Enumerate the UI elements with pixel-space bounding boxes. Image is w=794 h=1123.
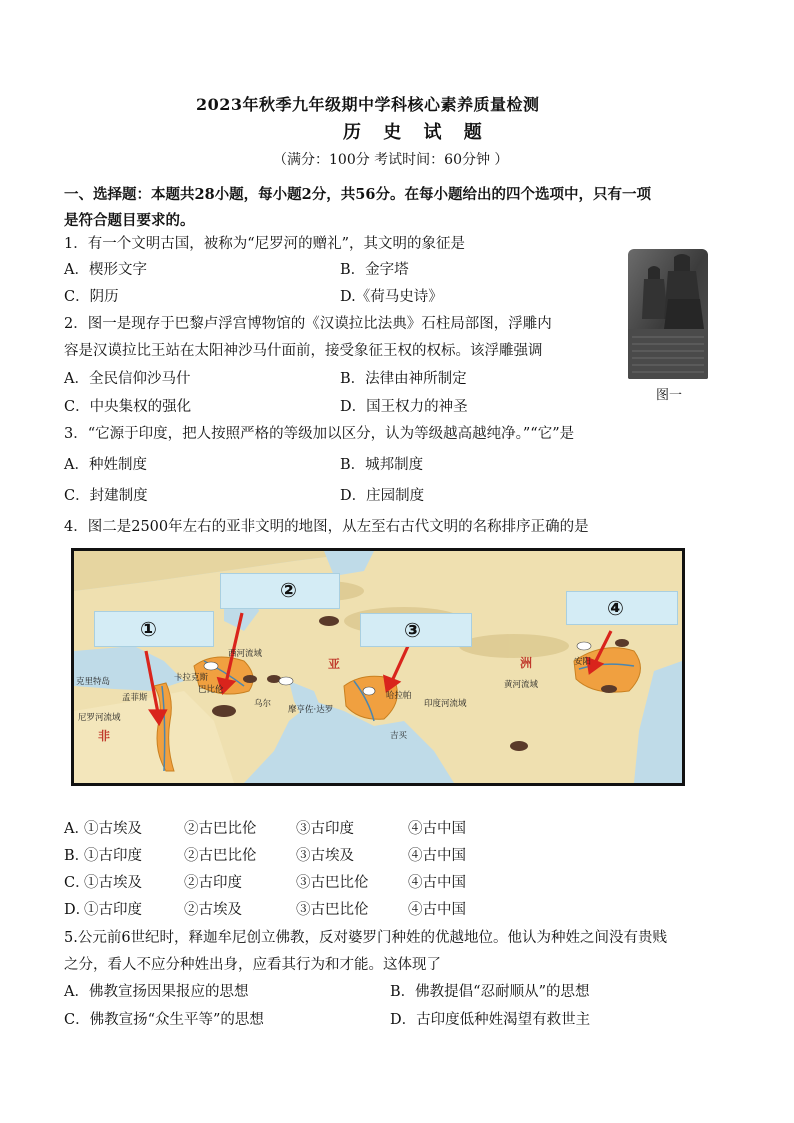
- q5-option-d[interactable]: D．古印度低种姓渴望有救世主: [390, 1012, 591, 1028]
- q4-option-b-2: ②古巴比伦: [184, 848, 257, 864]
- map-place-indus: 印度河流域: [424, 699, 467, 709]
- q4-option-c-letter[interactable]: C．: [64, 875, 90, 891]
- q1-stem: 1．有一个文明古国，被称为“尼罗河的赠礼”，其文明的象征是: [64, 236, 466, 252]
- q4-option-d-2: ②古埃及: [184, 902, 242, 918]
- q4-option-c-4: ④古中国: [408, 875, 466, 891]
- hammurabi-stele-figure: [628, 249, 708, 379]
- q2-option-c[interactable]: C．中央集权的强化: [64, 399, 192, 415]
- q2-option-a[interactable]: A．全民信仰沙马什: [64, 371, 191, 387]
- q1-option-d[interactable]: D.《荷马史诗》: [340, 289, 443, 305]
- q4-option-b-3: ③古埃及: [296, 848, 354, 864]
- exam-title: 2023年秋季九年级期中学科核心素养质量检测: [196, 95, 540, 114]
- q4-option-a-3: ③古印度: [296, 821, 354, 837]
- q2-stem-line2: 容是汉谟拉比王站在太阳神沙马什面前，接受象征王权的权标。该浮雕强调: [64, 343, 543, 359]
- q5-option-b[interactable]: B．佛教提倡“忍耐顺从”的思想: [390, 984, 590, 1000]
- map-place-mohenjo: 摩亨佐·达罗: [288, 705, 334, 715]
- q4-option-c-3: ③古巴比伦: [296, 875, 369, 891]
- q1-option-c[interactable]: C．阴历: [64, 289, 119, 305]
- q5-stem-line2: 之分，看人不应分种姓出身，应看其行为和才能。这体现了: [64, 957, 441, 973]
- map-place-nile: 尼罗河流域: [78, 713, 121, 723]
- q5-option-a[interactable]: A．佛教宣扬因果报应的思想: [64, 984, 249, 1000]
- map-place-crete: 克里特岛: [76, 677, 111, 687]
- q3-option-a[interactable]: A．种姓制度: [64, 457, 147, 473]
- q1-option-a[interactable]: A．楔形文字: [64, 262, 147, 278]
- section-header-line1: 一、选择题：本题共28小题，每小题2分，共56分。在每小题给出的四个选项中，只有一项: [64, 186, 651, 203]
- q3-option-b[interactable]: B．城邦制度: [340, 457, 424, 473]
- map-place-goa: 吉买: [390, 731, 408, 741]
- q2-option-b[interactable]: B．法律由神所制定: [340, 371, 467, 387]
- q3-stem: 3．“它源于印度，把人按照严格的等级加以区分，认为等级越高越纯净。”“它”是: [64, 426, 575, 442]
- q5-option-c[interactable]: C．佛教宣扬“众生平等”的思想: [64, 1012, 264, 1028]
- q5-stem-line1: 5.公元前6世纪时，释迦牟尼创立佛教，反对婆罗门种姓的优越地位。他认为种姓之间没有贵贱: [64, 930, 668, 946]
- map-place-yellow-river: 黄河流域: [504, 680, 539, 690]
- map-continent-africa: 非: [98, 729, 111, 743]
- ancient-civilizations-map: [71, 548, 685, 786]
- map-place-memphis: 孟菲斯: [122, 693, 148, 703]
- q4-option-a-4: ④古中国: [408, 821, 466, 837]
- map-place-kalakes: 卡拉克斯: [174, 673, 209, 683]
- figure-one-caption: 图一: [656, 388, 683, 403]
- q4-option-d-1: ①古印度: [84, 902, 142, 918]
- map-place-ur: 乌尔: [254, 699, 272, 709]
- exam-note: （满分：100分 考试时间：60分钟 ）: [273, 152, 509, 168]
- map-marker-4: ④: [607, 596, 624, 620]
- q4-option-d-3: ③古巴比伦: [296, 902, 369, 918]
- q4-option-b-4: ④古中国: [408, 848, 466, 864]
- q4-option-c-1: ①古埃及: [84, 875, 142, 891]
- map-marker-2: ②: [280, 578, 297, 602]
- q4-option-b-1: ①古印度: [84, 848, 142, 864]
- q4-stem: 4．图二是2500年左右的亚非文明的地图，从左至右古代文明的名称排序正确的是: [64, 519, 589, 535]
- map-place-babylon: 巴比伦: [198, 685, 224, 695]
- q4-option-a-2: ②古巴比伦: [184, 821, 257, 837]
- q4-option-c-2: ②古印度: [184, 875, 242, 891]
- map-continent-zhou: 洲: [520, 656, 533, 670]
- section-header-line2: 是符合题目要求的。: [64, 212, 195, 229]
- q4-option-d-4: ④古中国: [408, 902, 466, 918]
- q1-option-b[interactable]: B．金字塔: [340, 262, 409, 278]
- q4-option-a-1: ①古埃及: [84, 821, 142, 837]
- map-marker-3: ③: [404, 618, 421, 642]
- map-continent-asia: 亚: [328, 657, 341, 671]
- map-place-anyang: 安阳: [574, 657, 592, 667]
- q3-option-d[interactable]: D．庄园制度: [340, 488, 425, 504]
- q4-option-a-letter[interactable]: A．: [64, 821, 89, 837]
- q2-option-d[interactable]: D．国王权力的神圣: [340, 399, 468, 415]
- map-marker-1: ①: [140, 617, 157, 641]
- q4-option-d-letter[interactable]: D．: [64, 902, 91, 918]
- map-place-mesopotamia: 西河流域: [228, 649, 263, 659]
- q4-option-b-letter[interactable]: B．: [64, 848, 90, 864]
- exam-subject: 历 史 试 题: [343, 122, 490, 143]
- q3-option-c[interactable]: C．封建制度: [64, 488, 148, 504]
- q2-stem-line1: 2．图一是现存于巴黎卢浮宫博物馆的《汉谟拉比法典》石柱局部图，浮雕内: [64, 316, 552, 332]
- map-place-harappa: 哈拉帕: [386, 691, 412, 701]
